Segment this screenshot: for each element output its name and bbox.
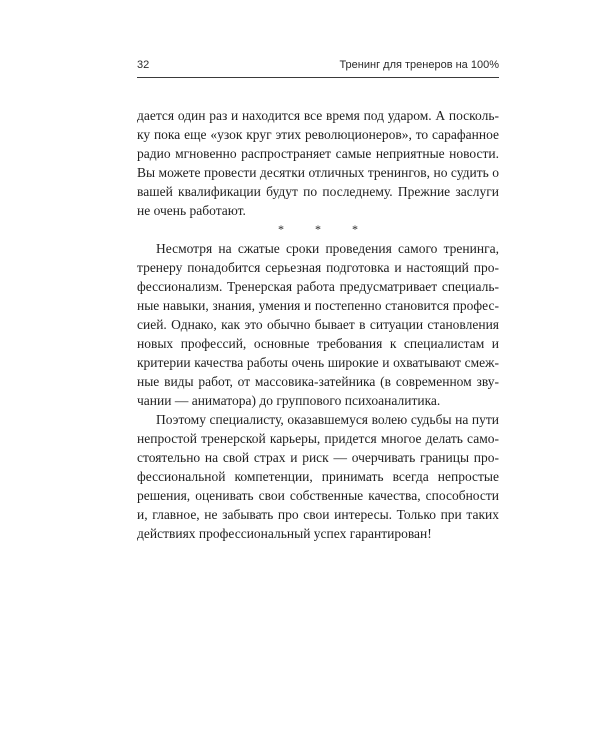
page-number: 32	[137, 59, 150, 71]
paragraph-continuation: дается один раз и находится все время под ударом. А поскольку пока еще «узок круг этих революционеров», то сарафанное радио мгновенно распространяет самые неприятные новости. Вы можете провести десятки отличных тренингов, но судить о вашей квалификации будут по последнему. Прежние заслуги не очень работают.	[137, 108, 499, 218]
header-rule	[137, 77, 499, 78]
paragraph-career-advice: Поэтому специалисту, оказавшемуся волею судьбы на пути непростой тренерской карьеры, придется многое делать самостоятельно на свой страх и риск — очерчивать границы профессиональной компетенции, принимать всегда непростые решения, оценивать свои собственные качества, способности и, главное, не забывать про свои интересы. Только при таких действиях профессиональный успех гарантирован!	[137, 412, 499, 541]
section-separator: * * *	[278, 222, 372, 236]
book-title: Тренинг для тренеров на 100%	[339, 59, 499, 71]
paragraph-training-preparation: Несмотря на сжатые сроки проведения самого тренинга, тренеру понадобится серьезная подготовка и настоящий профессионализм. Тренерская работа предусматривает специальные навыки, знания, умения и постепенно становится профессией. Однако, как это обычно бывает в ситуации становления новых профессий, основные требования к специалистам и критерии качества работы очень широкие и охватывают смежные виды работ, от массовика-затейника (в современном звучании — аниматора) до группового психоаналитика.	[137, 241, 499, 408]
body-text	[137, 106, 499, 543]
running-header	[137, 57, 499, 73]
